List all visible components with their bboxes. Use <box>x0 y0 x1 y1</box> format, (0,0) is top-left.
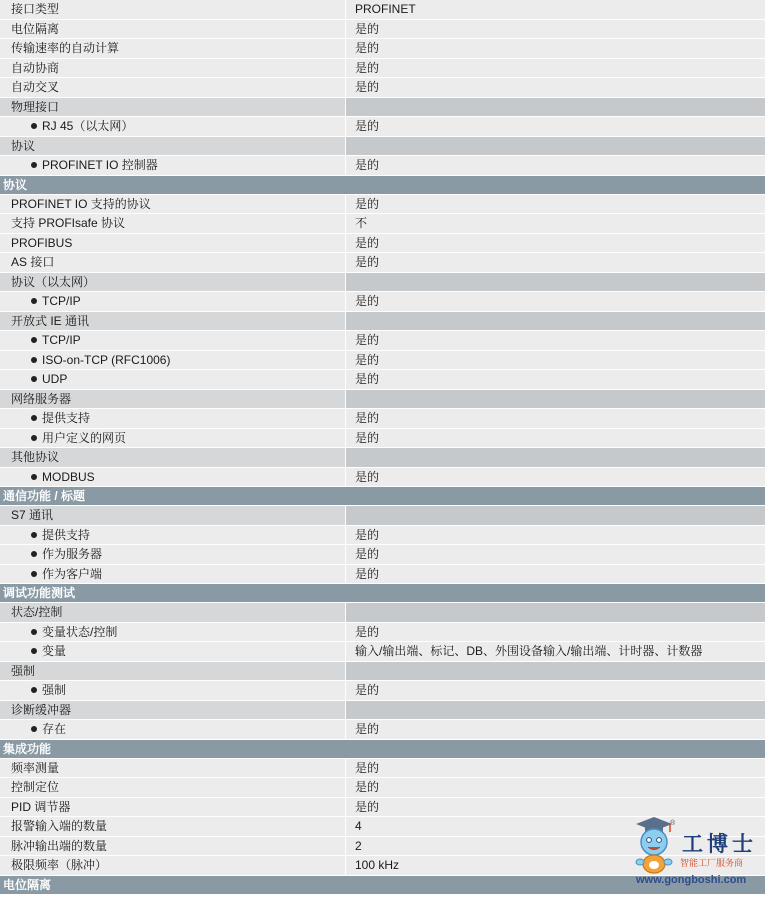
spec-label-cell <box>0 603 346 622</box>
spec-value: 是的 <box>346 195 765 214</box>
bullet-icon <box>31 532 37 538</box>
spec-label: PID 调节器 <box>11 799 71 814</box>
spec-label-cell <box>0 468 346 487</box>
spec-row <box>0 214 765 234</box>
section-header <box>0 487 765 506</box>
spec-label: 作为客户端 <box>42 566 103 581</box>
section-header <box>0 740 765 759</box>
bullet-icon <box>31 337 37 343</box>
spec-row <box>0 370 765 390</box>
spec-value: 是的 <box>346 39 765 58</box>
spec-label-cell <box>0 429 346 448</box>
spec-value: 是的 <box>346 117 765 136</box>
bullet-icon <box>31 162 37 168</box>
spec-row <box>0 642 765 662</box>
spec-row <box>0 759 765 779</box>
spec-label-cell <box>0 817 346 836</box>
bullet-icon <box>31 298 37 304</box>
spec-label-cell <box>0 351 346 370</box>
spec-row <box>0 253 765 273</box>
subgroup-row <box>0 273 765 293</box>
spec-value: 是的 <box>346 468 765 487</box>
spec-label: 协议（以太网） <box>11 274 96 289</box>
spec-row <box>0 0 765 20</box>
spec-label: 脉冲输出端的数量 <box>11 838 108 853</box>
spec-label: UDP <box>42 372 68 386</box>
spec-value <box>346 662 765 681</box>
spec-label: MODBUS <box>42 469 95 484</box>
spec-row <box>0 409 765 429</box>
spec-label-cell <box>0 39 346 58</box>
bullet-icon <box>31 648 37 654</box>
spec-label: 电位隔离 <box>11 21 60 36</box>
spec-label-cell <box>0 234 346 253</box>
section-title: 通信功能 / 标题 <box>3 489 86 503</box>
subgroup-row <box>0 312 765 332</box>
spec-row <box>0 234 765 254</box>
spec-label-cell <box>0 273 346 292</box>
spec-value: 是的 <box>346 623 765 642</box>
spec-label: 存在 <box>42 722 67 736</box>
bullet-icon <box>31 687 37 693</box>
spec-label-cell <box>0 390 346 409</box>
spec-value: 是的 <box>346 370 765 389</box>
spec-value <box>346 390 765 409</box>
spec-value: 是的 <box>346 253 765 272</box>
spec-value: 是的 <box>346 526 765 545</box>
spec-label: 提供支持 <box>42 527 91 542</box>
spec-row <box>0 429 765 449</box>
spec-label-cell <box>0 448 346 467</box>
spec-label: 极限频率（脉冲） <box>11 858 108 872</box>
watermark-subtitle: 智能工厂服务商 <box>680 858 744 868</box>
spec-label: 报警输入端的数量 <box>11 819 108 833</box>
bullet-icon <box>31 629 37 635</box>
spec-label-cell <box>0 20 346 39</box>
spec-value: 是的 <box>346 798 765 817</box>
spec-label: 自动协商 <box>11 60 60 75</box>
spec-value: 100 kHz <box>346 856 765 875</box>
spec-label-cell <box>0 642 346 661</box>
spec-value: 是的 <box>346 429 765 448</box>
spec-label: 变量状态/控制 <box>42 624 118 639</box>
spec-label-cell <box>0 623 346 642</box>
section-title: 协议 <box>3 177 28 192</box>
spec-row <box>0 778 765 798</box>
watermark-url: www.gongboshi.com <box>636 874 747 886</box>
subgroup-row <box>0 137 765 157</box>
spec-value <box>346 448 765 467</box>
spec-label-cell <box>0 409 346 428</box>
spec-label: 强制 <box>42 683 67 697</box>
spec-label: PROFIBUS <box>11 235 73 250</box>
spec-label-cell <box>0 545 346 564</box>
spec-value <box>346 137 765 156</box>
spec-label: ISO-on-TCP (RFC1006) <box>42 352 171 367</box>
spec-value: PROFINET <box>346 0 765 19</box>
spec-label-cell <box>0 156 346 175</box>
bullet-icon <box>31 726 37 732</box>
spec-label: 传输速率的自动计算 <box>11 41 120 55</box>
spec-value: 是的 <box>346 234 765 253</box>
spec-label-cell <box>0 214 346 233</box>
spec-label-cell <box>0 117 346 136</box>
spec-row <box>0 720 765 740</box>
spec-row <box>0 331 765 351</box>
spec-label-cell <box>0 331 346 350</box>
spec-label: 其他协议 <box>11 450 60 464</box>
spec-label: 支持 PROFIsafe 协议 <box>11 216 126 230</box>
spec-label: 控制定位 <box>11 780 60 794</box>
spec-label-cell <box>0 681 346 700</box>
subgroup-row <box>0 603 765 623</box>
subgroup-row <box>0 390 765 410</box>
spec-value: 是的 <box>346 409 765 428</box>
spec-label: 诊断缓冲器 <box>11 702 72 717</box>
spec-label-cell <box>0 506 346 525</box>
spec-row <box>0 292 765 312</box>
spec-value: 4 <box>346 817 765 836</box>
subgroup-row <box>0 662 765 682</box>
subgroup-row <box>0 98 765 118</box>
spec-label: RJ 45（以太网） <box>42 119 134 133</box>
spec-label: 协议 <box>11 138 36 153</box>
subgroup-row <box>0 448 765 468</box>
spec-label-cell <box>0 312 346 331</box>
spec-label: 用户定义的网页 <box>42 430 127 445</box>
spec-label-cell <box>0 292 346 311</box>
registered-mark: ® <box>670 820 676 827</box>
spec-label: 强制 <box>11 663 36 678</box>
bullet-icon <box>31 435 37 441</box>
spec-value: 是的 <box>346 351 765 370</box>
spec-label: AS 接口 <box>11 255 55 269</box>
section-title: 电位隔离 <box>3 877 52 892</box>
spec-label: TCP/IP <box>42 333 81 347</box>
spec-value <box>346 701 765 720</box>
spec-value: 是的 <box>346 78 765 97</box>
spec-value: 是的 <box>346 778 765 797</box>
spec-label: 状态/控制 <box>11 605 63 619</box>
spec-label-cell <box>0 526 346 545</box>
bullet-icon <box>31 376 37 382</box>
spec-label-cell <box>0 253 346 272</box>
spec-label: 物理接口 <box>11 99 60 114</box>
spec-row <box>0 20 765 40</box>
spec-row <box>0 117 765 137</box>
spec-value <box>346 273 765 292</box>
spec-value: 是的 <box>346 565 765 584</box>
spec-row <box>0 468 765 488</box>
spec-label: 网络服务器 <box>11 391 72 406</box>
spec-label-cell <box>0 759 346 778</box>
spec-label: 变量 <box>42 644 67 658</box>
spec-row <box>0 59 765 79</box>
spec-label-cell <box>0 720 346 739</box>
spec-label-cell <box>0 778 346 797</box>
bullet-icon <box>31 123 37 129</box>
spec-value: 是的 <box>346 545 765 564</box>
spec-label-cell <box>0 137 346 156</box>
spec-value <box>346 506 765 525</box>
spec-label: 频率测量 <box>11 760 60 775</box>
spec-value: 不 <box>346 214 765 233</box>
spec-label: 提供支持 <box>42 411 91 425</box>
bullet-icon <box>31 415 37 421</box>
subgroup-row <box>0 701 765 721</box>
bullet-icon <box>31 474 37 480</box>
spec-row <box>0 526 765 546</box>
spec-value: 是的 <box>346 156 765 175</box>
spec-label-cell <box>0 837 346 856</box>
spec-value: 2 <box>346 837 765 856</box>
spec-row <box>0 156 765 176</box>
spec-label-cell <box>0 370 346 389</box>
spec-label: TCP/IP <box>42 294 81 308</box>
spec-row <box>0 681 765 701</box>
spec-label: 自动交叉 <box>11 80 60 94</box>
bullet-icon <box>31 551 37 557</box>
section-title: 集成功能 <box>3 741 52 756</box>
spec-value: 是的 <box>346 720 765 739</box>
spec-value: 是的 <box>346 292 765 311</box>
spec-label: 接口类型 <box>11 2 60 16</box>
spec-label: S7 通讯 <box>11 508 54 522</box>
spec-label-cell <box>0 59 346 78</box>
spec-value: 是的 <box>346 681 765 700</box>
watermark-logo <box>628 814 758 888</box>
spec-label: 作为服务器 <box>42 547 103 561</box>
spec-label-cell <box>0 0 346 19</box>
spec-value: 是的 <box>346 331 765 350</box>
spec-label-cell <box>0 662 346 681</box>
subgroup-row <box>0 506 765 526</box>
spec-row <box>0 623 765 643</box>
section-header <box>0 584 765 603</box>
spec-row <box>0 565 765 585</box>
spec-label-cell <box>0 856 346 875</box>
spec-value: 输入/输出端、标记、DB、外围设备输入/输出端、计时器、计数器 <box>346 642 765 661</box>
section-header <box>0 176 765 195</box>
spec-label-cell <box>0 98 346 117</box>
spec-label-cell <box>0 78 346 97</box>
spec-label: 开放式 IE 通讯 <box>11 313 90 328</box>
bullet-icon <box>31 571 37 577</box>
spec-row <box>0 39 765 59</box>
section-title: 调试功能测试 <box>3 586 76 600</box>
spec-value <box>346 98 765 117</box>
watermark-title: 工博士 <box>682 832 757 856</box>
spec-label-cell <box>0 798 346 817</box>
spec-value <box>346 603 765 622</box>
bullet-icon <box>31 357 37 363</box>
spec-value: 是的 <box>346 59 765 78</box>
spec-value <box>346 312 765 331</box>
spec-value: 是的 <box>346 759 765 778</box>
spec-label: PROFINET IO 支持的协议 <box>11 196 151 211</box>
spec-row <box>0 351 765 371</box>
spec-label: PROFINET IO 控制器 <box>42 158 158 172</box>
spec-row <box>0 545 765 565</box>
spec-row <box>0 195 765 215</box>
spec-label-cell <box>0 195 346 214</box>
spec-value: 是的 <box>346 20 765 39</box>
spec-label-cell <box>0 565 346 584</box>
spec-label-cell <box>0 701 346 720</box>
spec-row <box>0 78 765 98</box>
